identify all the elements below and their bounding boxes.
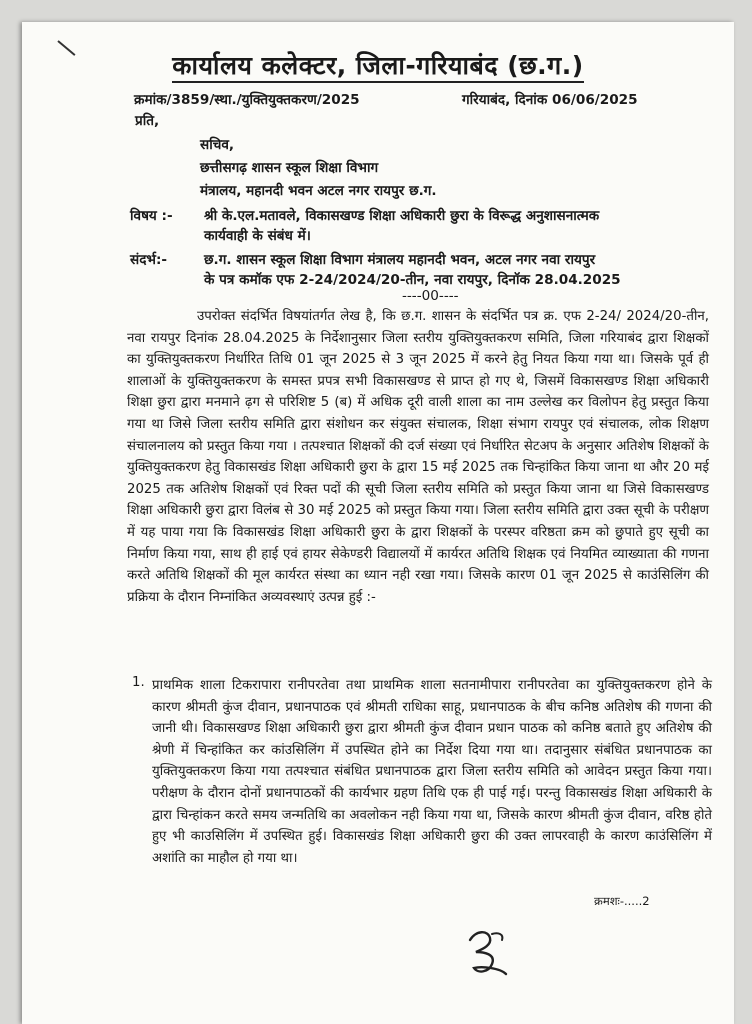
office-heading: कार्यालय कलेक्टर, जिला-गरियाबंद (छ.ग.) bbox=[22, 48, 734, 82]
reference-line-1: छ.ग. शासन स्कूल शिक्षा विभाग मंत्रालय महानदी भवन, अटल नगर नवा रायपुर bbox=[204, 252, 596, 268]
body-paragraph: उपरोक्त संदर्भित विषयांतर्गत लेख है, कि छ.ग. शासन के संदर्भित पत्र क्र. एफ 2-24/ 2024/20-तीन, नवा रायपुर दिनांक 28.04.2025 के निर्देशानुसार जिला स्तरीय युक्तियुक्तकरण समिति, जिला गरियाबंद द्वारा शिक्षकों का युक्तियुक्तकरण निर्धारित तिथि 01 जून 2025 से 3 जून 2025 में करने हेतु नियत किया गया था। जिसके पूर्व ही शालाओं के युक्तियुक्तकरण के समस्त प्रपत्र सभी विकासखण्ड से प्राप्त हो गए थे, जिसमें विकासखण्ड शिक्षा अधिकारी शिक्षा छुरा द्वारा मनमाने ढ़ग से परिशिष्ट 5 (ब) में अधिक दूरी वाली शाला का नाम उल्लेख कर विलोपन हेतु प्रस्तुत किया गया था जिसे जिला स्तरीय समिति द्वारा संशोधन कर संयुक्त संचालक, शिक्षा संभाग रायपुर एवं संचालक, लोक शिक्षण संचालनालय को प्रस्तुत किया गया । तत्पश्चात शिक्षकों की दर्ज संख्या एवं निर्धारित सेटअप के अनुसार अतिशेष शिक्षकों के युक्तियुक्तकरण हेतु विकासखंड शिक्षा अधिकारी छुरा के द्वारा 15 मई 2025 तक चिन्हांकित किया जाना था और 20 मई 2025 तक अतिशेष शिक्षकों एवं रिक्त पदों की सूची जिला स्तरीय समिति को प्रस्तुत किया जाना था जिसे विकासखण्ड शिक्षा अधिकारी छुरा द्वारा विलंब से 30 मई 2025 को प्रस्तुत किया गया। जिला स्तरीय समिति द्वारा उक्त सूची के परीक्षण में यह पाया गया कि विकासखंड शिक्षा अधिकारी छुरा के द्वारा शिक्षकों के परस्पर वरिष्ठता क्रम को छुपाते हुए सूची का निर्माण किया गया, साथ ही हाई एवं हायर सेकेण्डरी विद्यालयों में कार्यरत अतिथि शिक्षक एवं नियमित व्याख्याता की गणना करते अतिथि शिक्षकों की मूल कार्यरत संस्था का ध्यान नही रखा गया। जिसके कारण 01 जून 2025 से काउंसिलिंग की प्रक्रिया के दौरान निम्नांकित अव्यवस्थाएं उत्पन्न हुई :- bbox=[127, 309, 709, 605]
signature-icon bbox=[462, 922, 532, 982]
addressee-line-1: सचिव, bbox=[200, 137, 235, 153]
to-label: प्रति, bbox=[135, 113, 160, 129]
reference-number: क्रमांक/3859/स्था./युक्तियुक्तकरण/2025 bbox=[134, 92, 360, 108]
addressee-line-2: छत्तीसगढ़ शासन स्कूल शिक्षा विभाग bbox=[200, 160, 379, 176]
separator: ----00---- bbox=[402, 288, 459, 304]
addressee-line-3: मंत्रालय, महानदी भवन अटल नगर रायपुर छ.ग. bbox=[200, 183, 437, 199]
reference-label: संदर्भ:- bbox=[130, 252, 168, 268]
subject-line-1: श्री के.एल.मतावले, विकासखण्ड शिक्षा अधिकारी छुरा के विरूद्ध अनुशासनात्मक bbox=[204, 208, 600, 224]
subject-label: विषय :- bbox=[130, 208, 173, 224]
document-page bbox=[22, 22, 734, 1024]
subject-line-2: कार्यवाही के संबंध में। bbox=[204, 228, 311, 244]
list-item-text: प्राथमिक शाला टिकरापारा रानीपरतेवा तथा प्राथमिक शाला सतनामीपारा रानीपरतेवा का युक्तियुक्तकरण होने के कारण श्रीमती कुंज दीवान, प्रधानपाठक एवं श्रीमती राधिका साहू, प्रधानपाठक के बीच कनिष्ठ अतिशेष की गणना की जानी थी। विकासखण्ड शिक्षा अधिकारी छुरा द्वारा श्रीमती कुंज दीवान प्रधान पाठक को कनिष्ठ बताते हुए अतिशेष की श्रेणी में चिन्हांकित कर कांउसिलिंग में उपस्थित होने का निर्देश दिया गया था। तदानुसार संबंधित प्रधानपाठक का युक्तियुक्तकरण किया गया तत्पश्चात संबंधित प्रधानपाठक द्वारा जिला स्तरीय समिति को आवेदन प्रस्तुत किया गया। परीक्षण के दौरान दोनों प्रधानपाठकों की कार्यभार ग्रहण तिथि एक ही पाई गई। परन्तु विकासखंड शिक्षा अधिकारी के द्वारा चिन्हांकन करते समय जन्मतिथि का अवलोकन नही किया गया था, जिसके कारण श्रीमती कुंज दीवान, वरिष्ठ होते हुए भी काउसिलिंग में उपस्थित हुई। विकासखंड शिक्षा अधिकारी छुरा की उक्त लापरवाही के कारण काउंसिलिंग में अशांति का माहौल हो गया था। bbox=[152, 678, 712, 866]
continuation-note: क्रमशः-.....2 bbox=[594, 894, 650, 908]
place-date: गरियाबंद, दिनांक 06/06/2025 bbox=[462, 92, 638, 108]
reference-line-2: के पत्र कमॉक एफ 2-24/2024/20-तीन, नवा रायपुर, दिनॉक 28.04.2025 bbox=[204, 272, 621, 288]
list-item-number: 1. bbox=[132, 675, 145, 690]
